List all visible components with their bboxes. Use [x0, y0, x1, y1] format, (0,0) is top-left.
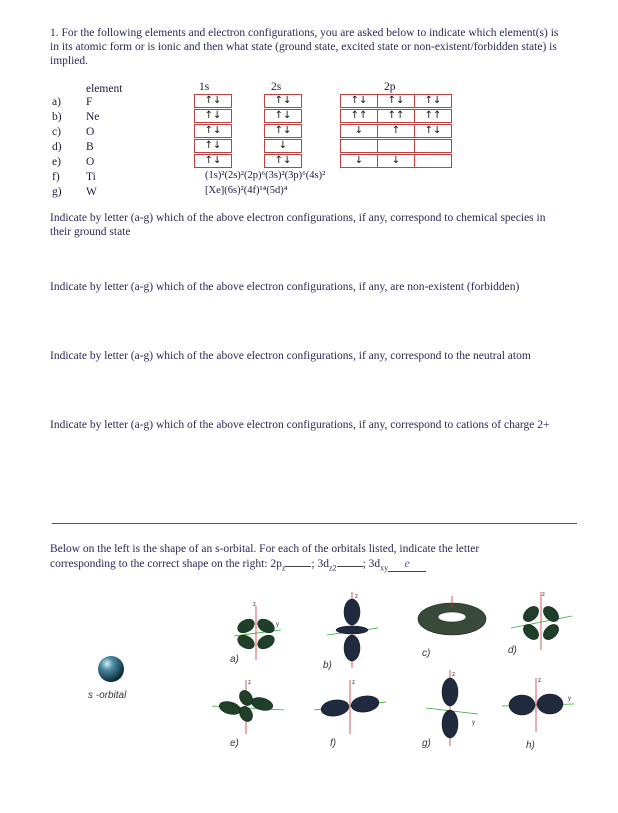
box-1s: ↑↓	[194, 124, 232, 138]
svg-text:z: z	[452, 672, 455, 678]
question-forbidden: Indicate by letter (a-g) which of the above electron configurations, if any, are non-existent (forbidden)	[50, 281, 520, 293]
box-2s: ↑↓	[264, 154, 302, 168]
box-2p-z: ↑↓	[414, 124, 452, 138]
orbital-shape-f	[310, 676, 390, 736]
box-1s: ↑↓	[194, 94, 232, 108]
row-letter: d)	[52, 141, 62, 153]
sub-z: z	[281, 563, 286, 573]
box-2p-z: ↑↓	[414, 94, 452, 108]
box-1s: ↑↓	[194, 139, 232, 153]
box-2p-z: ↑↑	[414, 109, 452, 123]
row-element: Ti	[86, 171, 96, 183]
s-orbital-sphere	[96, 654, 126, 684]
orbital-shape-h	[498, 674, 578, 734]
box-2p-x: ↓	[340, 124, 378, 138]
row-element: O	[86, 156, 95, 168]
row-element: Ne	[86, 111, 100, 123]
orbital-shape-c	[412, 594, 492, 644]
row-letter: e)	[52, 156, 61, 168]
shape-label-g: g)	[422, 738, 431, 749]
box-2p-z	[414, 139, 452, 153]
svg-text:z: z	[253, 602, 256, 608]
row-letter: c)	[52, 126, 61, 138]
row-letter: a)	[52, 96, 61, 108]
box-2s: ↓	[264, 139, 302, 153]
svg-text:y: y	[276, 622, 279, 628]
svg-text:z: z	[352, 680, 355, 686]
row-element: F	[86, 96, 93, 108]
shape-label-d: d)	[508, 645, 517, 656]
svg-text:z: z	[248, 680, 251, 686]
orbital-shape-b	[322, 590, 382, 670]
q2-intro-text: corresponding to the correct shape on the right: 2p	[50, 558, 282, 570]
shape-label-a: a)	[230, 654, 239, 665]
box-2p-y	[377, 139, 415, 153]
sub-z2: z2	[329, 563, 337, 573]
box-2p-x: ↓	[340, 154, 378, 168]
svg-text:y: y	[568, 696, 571, 702]
row-letter: b)	[52, 111, 62, 123]
sep-3dz2: ; 3d	[311, 558, 329, 570]
box-2p-x: ↑↑	[340, 109, 378, 123]
shape-label-b: b)	[323, 660, 332, 671]
box-2p-z	[414, 154, 452, 168]
orbital-shape-g	[422, 668, 482, 748]
q1-intro: 1. For the following elements and electron configurations, you are asked below to indicate which element(s) is in its atomic form or is ionic and then what state (ground state, excited state or non-existent/forbidden state) is implied.	[50, 27, 559, 67]
row-element: W	[86, 186, 97, 198]
section-divider	[52, 523, 577, 524]
row-letter: g)	[52, 186, 62, 198]
shape-label-h: h)	[526, 740, 535, 751]
orbital-shape-e	[208, 676, 288, 736]
box-1s: ↑↓	[194, 154, 232, 168]
element-header: element	[86, 83, 123, 95]
svg-text:z: z	[542, 592, 545, 598]
question-neutral: Indicate by letter (a-g) which of the above electron configurations, if any, correspond to the neutral atom	[50, 350, 531, 362]
answer-3dxy[interactable]: e	[388, 557, 426, 572]
q2-intro-line1: Below on the left is the shape of an s-orbital. For each of the orbitals listed, indicate the letter	[50, 543, 480, 555]
svg-text:z: z	[538, 678, 541, 684]
shape-label-c: c)	[422, 648, 431, 659]
box-1s: ↑↓	[194, 109, 232, 123]
box-2p-y: ↓	[377, 154, 415, 168]
header-1s: 1s	[199, 81, 210, 93]
question-ground-state: Indicate by letter (a-g) which of the above electron configurations, if any, correspond to chemical species in their ground state	[50, 212, 546, 238]
answer-2pz[interactable]	[285, 566, 311, 567]
box-2s: ↑↓	[264, 109, 302, 123]
question-cations: Indicate by letter (a-g) which of the above electron configurations, if any, correspond to cations of charge 2+	[50, 419, 550, 431]
box-2s: ↑↓	[264, 94, 302, 108]
config-w: [Xe](6s)²(4f)¹⁴(5d)⁴	[205, 185, 288, 196]
q2-intro-line2	[50, 557, 590, 575]
shape-label-e: e)	[230, 738, 239, 749]
config-ti: (1s)²(2s)²(2p)⁶(3s)²(3p)⁶(4s)²	[205, 170, 326, 181]
sub-xy: xy	[380, 563, 389, 573]
answer-3dz2[interactable]	[337, 566, 363, 567]
shape-label-f: f)	[330, 738, 337, 749]
box-2p-x: ↑↓	[340, 94, 378, 108]
box-2p-y: ↑↓	[377, 94, 415, 108]
svg-text:z: z	[355, 594, 358, 600]
header-2s: 2s	[271, 81, 282, 93]
svg-text:y: y	[472, 720, 475, 726]
s-orbital-label: s -orbital	[88, 690, 127, 701]
row-element: O	[86, 126, 95, 138]
sep-3dxy: ; 3d	[362, 558, 381, 570]
header-2p: 2p	[384, 81, 396, 93]
box-2p-y: ↑↑	[377, 109, 415, 123]
orbital-shape-d	[506, 588, 576, 653]
box-2p-x	[340, 139, 378, 153]
box-2p-y: ↑	[377, 124, 415, 138]
box-2s: ↑↓	[264, 124, 302, 138]
row-element: B	[86, 141, 94, 153]
row-letter: f)	[52, 171, 60, 183]
